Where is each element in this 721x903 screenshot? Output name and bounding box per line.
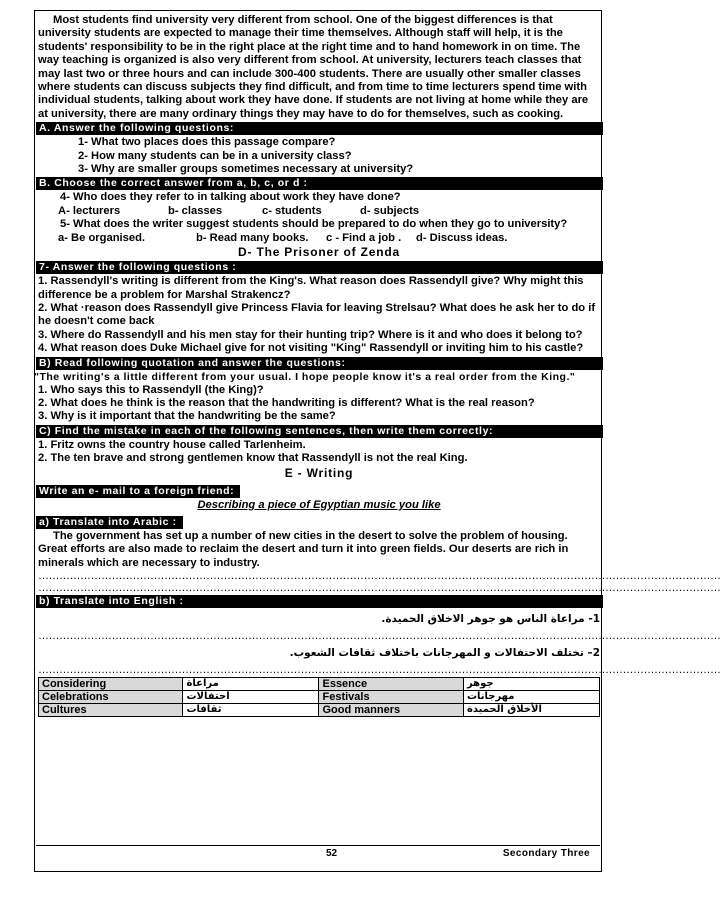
question-4-options — [38, 205, 600, 218]
answer-line: …………………………………………………………………………………………………………………………………………………………………………… — [38, 630, 721, 643]
vocab-ar: ثقافات — [183, 704, 319, 717]
answer-line: …………………………………………………………………………………………………………………………………………………………………………… — [38, 570, 721, 583]
question-2: 2- How many students can be in a university class? — [78, 149, 352, 162]
option: a- Be organised. — [58, 231, 146, 244]
table-row — [39, 678, 600, 691]
option: b- classes — [168, 204, 223, 217]
arabic-translation-heading: a) Translate into Arabic : — [36, 516, 183, 529]
grade-level: Secondary Three — [502, 848, 590, 859]
option: d- Discuss ideas. — [416, 231, 508, 244]
vocab-en: Celebrations — [39, 691, 183, 704]
vocab-en: Festivals — [319, 691, 463, 704]
section-b-heading: B. Choose the correct answer from a, b, c, or d : — [36, 177, 603, 190]
q7-item-3: 3. Where do Rassendyll and his men stay for their hunting trip? Where is it and who does it belong to? — [38, 328, 583, 341]
q7-item-2: 2. What ·reason does Rassendyll give Princess Flavia for leaving Strelsau? What does he ask her to do if he doesn't come back — [38, 301, 596, 328]
quotation: "The writing's a little different from your usual. I hope people know it's a real order from the King." — [34, 370, 576, 383]
page-footer — [36, 845, 600, 860]
question-5: 5- What does the writer suggest students should be prepared to do when they go to university? — [60, 218, 568, 231]
email-topic: Describing a piece of Egyptian music you like — [197, 498, 441, 511]
vocab-ar: مهرجانات — [463, 691, 599, 704]
vocab-ar: الأخلاق الحميدة — [463, 704, 599, 717]
mistake-heading: C) Find the mistake in each of the following sentences, then write them correctly: — [36, 425, 603, 438]
arabic-translation-text: The government has set up a number of new cities in the desert to solve the problem of housing. Great efforts are also made to reclaim the desert and turn it into green fields. Our deserts are rich in minerals which are necessary to industry. — [38, 529, 569, 569]
vocab-ar: احتفالات — [183, 691, 319, 704]
arabic-sentence-1: 1- مراعاة الناس هو جوهر الاخلاق الحميدة. — [381, 613, 600, 626]
vocabulary-table — [38, 677, 600, 717]
quote-item-1: 1. Who says this to Rassendyll (the King)? — [38, 383, 264, 396]
vocab-ar: جوهر — [463, 678, 599, 691]
vocab-en: Cultures — [39, 704, 183, 717]
email-heading: Write an e- mail to a foreign friend: — [36, 485, 240, 498]
answer-line: …………………………………………………………………………………………………………………………………………………………………………… — [38, 582, 721, 595]
answer-line: …………………………………………………………………………………………………………………………………………………………………………… — [38, 664, 721, 677]
question-4: 4- Who does they refer to in talking about work they have done? — [60, 191, 401, 204]
part-e-title: E - Writing — [284, 465, 354, 480]
question-5-options — [38, 232, 600, 245]
option: c - Find a job . — [326, 231, 402, 244]
page-number: 52 — [326, 848, 338, 859]
arabic-sentence-2: 2– تختلف الاحتفالات و المهرجانات باختلاف ثقافات الشعوب. — [289, 647, 600, 660]
q7-item-4: 4. What reason does Duke Michael give for not visiting "King" Rassendyll or inviting him to his castle? — [38, 342, 584, 355]
vocab-en: Considering — [39, 678, 183, 691]
q7-item-1: 1. Rassendyll's writing is different from the King's. What reason does Rassendyll give? Why might this difference be a problem for Marshal Strakencz? — [38, 275, 584, 301]
vocab-en: Essence — [319, 678, 463, 691]
q7-heading: 7- Answer the following questions : — [36, 261, 603, 274]
mistake-item-2: 2. The ten brave and strong gentlemen know that Rassendyll is not the real King. — [38, 452, 468, 465]
english-translation-heading: b) Translate into English : — [36, 595, 603, 608]
option: d- subjects — [360, 204, 420, 217]
part-d-title: D- The Prisoner of Zenda — [238, 245, 400, 260]
worksheet — [34, 14, 721, 717]
table-row — [39, 704, 600, 717]
option: c- students — [262, 204, 322, 217]
quote-item-3: 3. Why is it important that the handwriting be the same? — [38, 410, 336, 423]
option: A- lecturers — [58, 204, 121, 217]
question-3: 3- Why are smaller groups sometimes necessary at university? — [78, 163, 414, 176]
section-a-heading: A. Answer the following questions: — [36, 122, 603, 135]
mistake-item-1: 1. Fritz owns the country house called Tarlenheim. — [38, 438, 306, 451]
vocab-en: Good manners — [319, 704, 463, 717]
question-1: 1- What two places does this passage compare? — [78, 136, 336, 149]
table-row — [39, 691, 600, 704]
quote-heading: B) Read following quotation and answer the questions: — [36, 357, 603, 370]
option: b- Read many books. — [196, 231, 309, 244]
quote-item-2: 2. What does he think is the reason that the handwriting is different? What is the real reason? — [38, 396, 535, 409]
reading-passage: Most students find university very different from school. One of the biggest differences is that university students are expected to manage their time themselves. Although staff will help, it is the students' responsibility to be in the right place at the right time and to hand homework in on time. The way teaching is organized is also very different from school. At university, lecturers teach classes that may last two or three hours and can include 300-400 students. There are usually other smaller classes where students can discuss subjects they find difficult, and from time to time lecturers spend time with individual students, talking about work they have done. If students are not living at home while they are at university, there are many ordinary things they may have to do for themselves, such as cooking. — [38, 14, 589, 120]
vocab-ar: مراعاة — [183, 678, 319, 691]
